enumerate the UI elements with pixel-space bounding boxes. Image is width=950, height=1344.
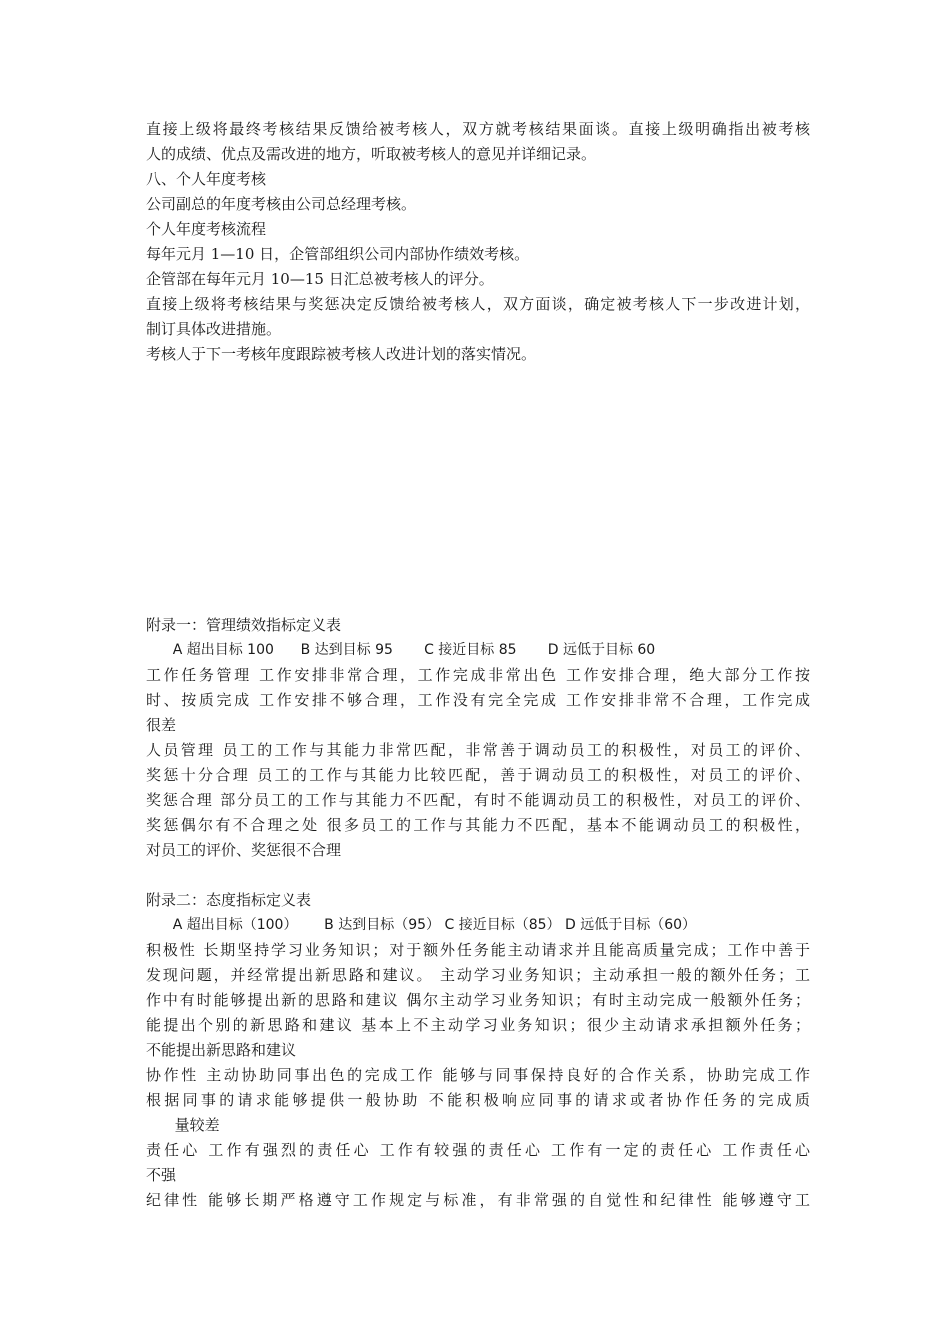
appendix-line: 工作任务管理 工作安排非常合理，工作完成非常出色 工作安排合理，绝大部分工作按 xyxy=(146,666,810,684)
appendix-line: 责任心 工作有强烈的责任心 工作有较强的责任心 工作有一定的责任心 工作责任心 xyxy=(146,1141,810,1159)
appendix-line: 奖惩十分合理 员工的工作与其能力比较匹配，善于调动员工的积极性，对员工的评价、 xyxy=(146,766,810,784)
blank-space xyxy=(146,367,810,613)
appendix-line: 不能提出新思路和建议 xyxy=(146,1041,297,1059)
paragraph-line: 企管部在每年元月 10—15 日汇总被考核人的评分。 xyxy=(146,270,494,288)
appendix-line: 时、按质完成 工作安排不够合理，工作没有完全完成 工作安排非常不合理，工作完成 xyxy=(146,691,810,709)
paragraph-line: 公司副总的年度考核由公司总经理考核。 xyxy=(146,195,417,213)
appendix-1 xyxy=(146,613,810,863)
paragraph-line: 考核人于下一考核年度跟踪被考核人改进计划的落实情况。 xyxy=(146,345,537,363)
grade-header: A 超出目标（100） B 达到目标（95） C 接近目标（85） D 远低于目标（60） xyxy=(146,917,697,933)
appendix-line: 奖惩合理 部分员工的工作与其能力不匹配，有时不能调动员工的积极性，对员工的评价、 xyxy=(146,791,810,809)
appendix-line: 人员管理 员工的工作与其能力非常匹配，非常善于调动员工的积极性，对员工的评价、 xyxy=(146,741,810,759)
paragraph-line: 每年元月 1—10 日，企管部组织公司内部协作绩效考核。 xyxy=(146,245,530,263)
paragraph-line: 人的成绩、优点及需改进的地方，听取被考核人的意见并详细记录。 xyxy=(146,145,597,163)
appendix-line: 量较差 xyxy=(146,1116,220,1134)
appendix-title: 附录二：态度指标定义表 xyxy=(146,891,312,909)
appendix-line: 能提出个别的新思路和建议 基本上不主动学习业务知识；很少主动请求承担额外任务； xyxy=(146,1016,810,1034)
section-feedback xyxy=(146,117,810,367)
paragraph-line: 直接上级将考核结果与奖惩决定反馈给被考核人，双方面谈，确定被考核人下一步改进计划， xyxy=(146,295,810,313)
document-page xyxy=(146,117,810,1213)
appendix-line: 发现问题，并经常提出新思路和建议。 主动学习业务知识；主动承担一般的额外任务；工 xyxy=(146,966,810,984)
appendix-line: 根据同事的请求能够提供一般协助 不能积极响应同事的请求或者协作任务的完成质 xyxy=(146,1091,810,1109)
appendix-title: 附录一：管理绩效指标定义表 xyxy=(146,616,342,634)
grade-header: A 超出目标 100 B 达到目标 95 C 接近目标 85 D 远低于目标 60 xyxy=(146,642,656,658)
appendix-line: 对员工的评价、奖惩很不合理 xyxy=(146,841,342,859)
paragraph-line: 制订具体改进措施。 xyxy=(146,320,282,338)
appendix-line: 不强 xyxy=(146,1166,177,1184)
subheading: 个人年度考核流程 xyxy=(146,220,267,238)
appendix-line: 积极性 长期坚持学习业务知识；对于额外任务能主动请求并且能高质量完成；工作中善于 xyxy=(146,941,810,959)
section-heading: 八、个人年度考核 xyxy=(146,170,267,188)
appendix-2 xyxy=(146,888,810,1213)
appendix-line: 奖惩偶尔有不合理之处 很多员工的工作与其能力不匹配，基本不能调动员工的积极性， xyxy=(146,816,810,834)
appendix-line: 协作性 主动协助同事出色的完成工作 能够与同事保持良好的合作关系，协助完成工作 xyxy=(146,1066,810,1084)
paragraph-line: 直接上级将最终考核结果反馈给被考核人，双方就考核结果面谈。直接上级明确指出被考核 xyxy=(146,120,810,138)
blank-line xyxy=(146,863,810,888)
appendix-line: 纪律性 能够长期严格遵守工作规定与标准，有非常强的自觉性和纪律性 能够遵守工 xyxy=(146,1191,810,1209)
appendix-line: 很差 xyxy=(146,716,177,734)
appendix-line: 作中有时能够提出新的思路和建议 偶尔主动学习业务知识；有时主动完成一般额外任务； xyxy=(146,991,810,1009)
